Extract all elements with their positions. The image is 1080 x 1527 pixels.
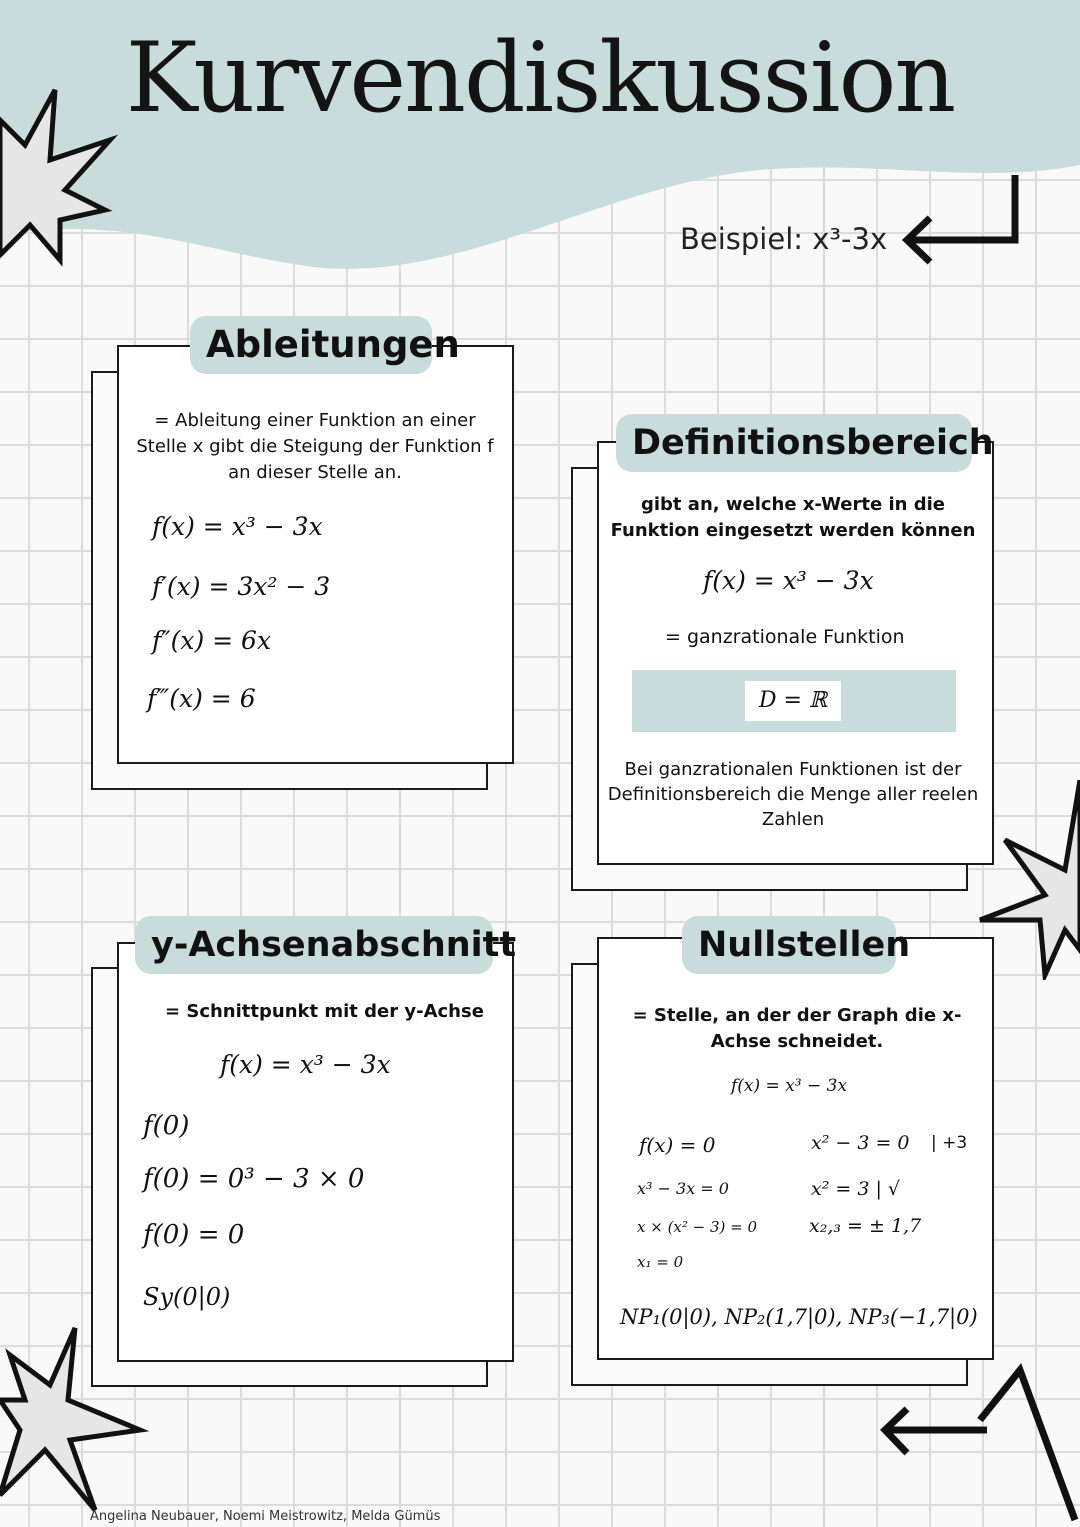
zigzag-bottom-right-icon (975, 1360, 1080, 1527)
ableitungen-third-derivative: f‴(x) = 6 (147, 684, 256, 713)
nullstellen-result: NP₁(0|0), NP₂(1,7|0), NP₃(−1,7|0) (620, 1305, 978, 1329)
domain-value: D = ℝ (745, 681, 841, 721)
nullstellen-description: = Stelle, an der der Graph die x- Achse schneidet. (632, 1005, 962, 1052)
yachse-description: = Schnittpunkt mit der y-Achse (165, 1001, 484, 1022)
page-title: Kurvendiskussion (125, 22, 955, 134)
definition-function: f(x) = x³ − 3x (703, 566, 874, 595)
yachse-heading: y-Achsenabschnitt (135, 916, 493, 974)
nullstellen-left-1: f(x) = 0 (639, 1133, 716, 1157)
yachse-step-3: f(0) = 0 (143, 1220, 245, 1250)
definition-type: = ganzrationale Funktion (665, 626, 905, 648)
nullstellen-function: f(x) = x³ − 3x (731, 1076, 848, 1096)
yachse-step-1: f(0) (143, 1111, 190, 1141)
ableitungen-second-derivative: f″(x) = 6x (152, 626, 272, 655)
definition-note: Bei ganzrationalen Funktionen ist der Definitionsbereich die Menge aller reelen Zahlen (607, 759, 979, 830)
arrow-bottom-icon (875, 1405, 990, 1465)
definition-heading: Definitionsbereich (616, 414, 972, 472)
nullstellen-left-2: x³ − 3x = 0 (637, 1179, 729, 1198)
ableitungen-description: = Ableitung einer Funktion an einer Stelle x gibt die Steigung der Funktion f an dieser Stelle an. (136, 410, 494, 483)
arrow-top-icon (895, 170, 1025, 265)
nullstellen-heading: Nullstellen (682, 916, 896, 974)
yachse-step-2: f(0) = 0³ − 3 × 0 (143, 1164, 365, 1194)
nullstellen-right-1-operation: | +3 (931, 1133, 968, 1153)
nullstellen-right-3: x₂,₃ = ± 1,7 (809, 1215, 922, 1237)
yachse-intercept: Sy(0|0) (143, 1283, 231, 1311)
credits: Angelina Neubauer, Noemi Meistrowitz, Melda Gümüs (90, 1509, 441, 1524)
ableitungen-function: f(x) = x³ − 3x (152, 512, 323, 541)
nullstellen-right-2: x² = 3 | √ (811, 1178, 901, 1200)
nullstellen-left-4: x₁ = 0 (637, 1253, 684, 1271)
yachse-function: f(x) = x³ − 3x (220, 1050, 391, 1079)
ableitungen-first-derivative: f′(x) = 3x² − 3 (152, 572, 331, 601)
example-label: Beispiel: x³-3x (680, 222, 888, 256)
ableitungen-heading: Ableitungen (190, 316, 432, 374)
nullstellen-right-1: x² − 3 = 0 (811, 1132, 910, 1154)
nullstellen-left-3: x × (x² − 3) = 0 (637, 1218, 758, 1236)
definition-description: gibt an, welche x-Werte in die Funktion eingesetzt werden können (610, 494, 976, 541)
